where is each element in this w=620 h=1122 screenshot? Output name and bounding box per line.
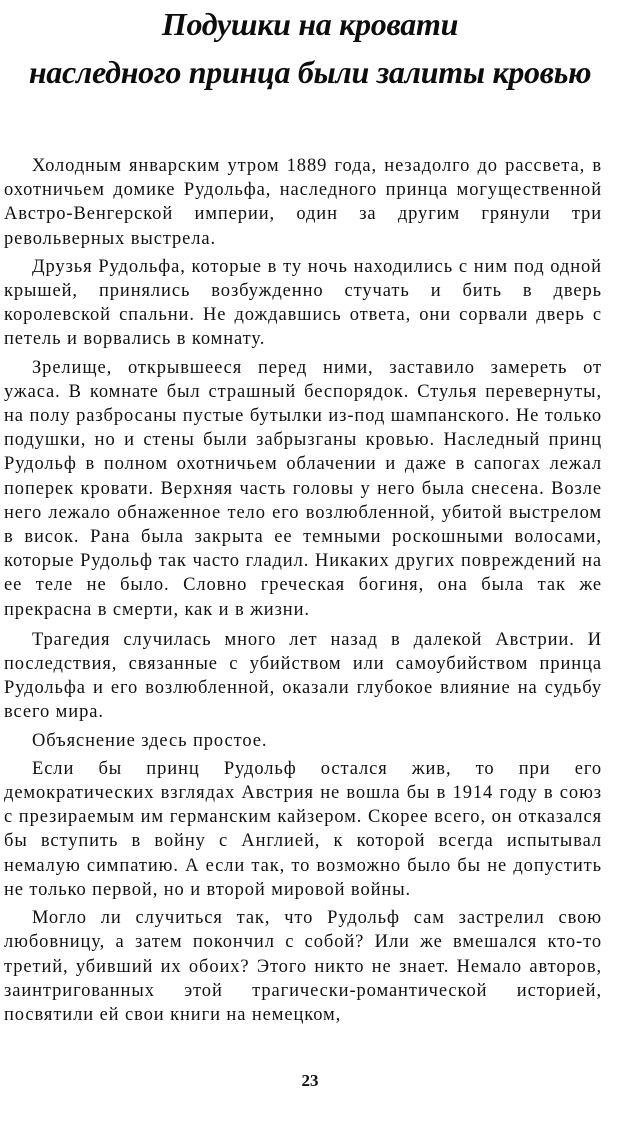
paragraph-6: Если бы принц Рудольф остался жив, то при его демократических взглядах Австрия не вошла бы в 1914 году в союз с презираемым им германским кайзером. Скорее всего, он отказался бы вступить в войну с Англией, к которой всегда испытывал немалую симпатию. А если так, то возможно было бы не допустить не только первой, но и второй мировой войны.	[4, 758, 602, 900]
page-number: 23	[301, 1071, 319, 1090]
paragraph-5: Объяснение здесь простое.	[32, 730, 268, 751]
paragraph-1: Холодным январским утром 1889 года, незадолго до рассвета, в охотничьем домике Рудольфа, наследного принца могущественной Австро-Венгерской империи, один за другим грянули три револьверных выстрела.	[4, 156, 602, 249]
paragraph-7: Могло ли случиться так, что Рудольф сам застрелил свою любовницу, а затем покончил с собой? Или же вмешался кто-то третий, убивший их обоих? Этого никто не знает. Немало авторов, заинтригованных этой трагически-романтической историей, посвятили ей свои книги на немецком,	[4, 908, 602, 1025]
chapter-body	[4, 154, 602, 1031]
paragraph-3: Зрелище, открывшееся перед ними, заставило замереть от ужаса. В комнате был страшный беспорядок. Стулья перевернуты, на полу разбросаны пустые бутылки из-под шампанского. Не только подушки, но и стены были забрызганы кровью. Наследный принц Рудольф в полном охотничьем облачении и даже в сапогах лежал поперек кровати. Верхняя часть головы у него была снесена. Возле него лежало обнаженное тело его возлюбленной, убитой выстрелом в висок. Рана была закрыта ее темными роскошными волосами, которые Рудольф так часто гладил. Никаких других повреждений на ее теле не было. Словно греческая богиня, она была так же прекрасна в смерти, как и в жизни.	[4, 357, 602, 620]
chapter-title-line-2: наследного принца были залиты кровью	[28, 54, 592, 90]
chapter-title	[0, 0, 620, 96]
chapter-title-line-1: Подушки на кровати	[161, 6, 459, 42]
paragraph-4: Трагедия случилась много лет назад в далекой Австрии. И последствия, связанные с убийством или самоубийством принца Рудольфа и его возлюбленной, оказали глубокое влияние на судьбу всего мира.	[4, 629, 602, 723]
paragraph-2: Друзья Рудольфа, которые в ту ночь находились с ним под одной крышей, принялись возбужденно стучать и бить в дверь королевской спальни. Не дождавшись ответа, они сорвали дверь с петель и ворвались в комнату.	[4, 256, 602, 350]
